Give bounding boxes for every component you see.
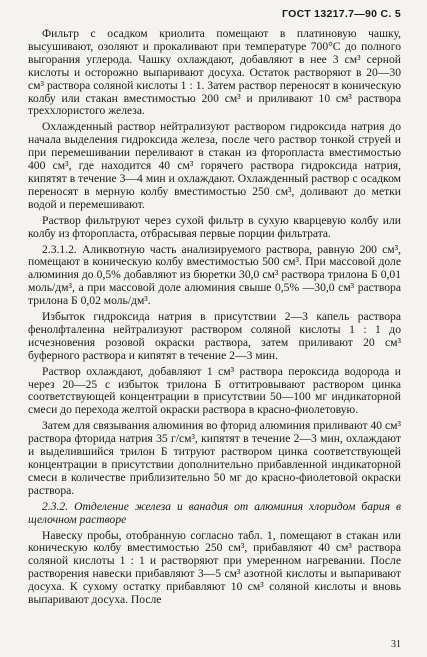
- paragraph-titration-zinc: Раствор охлаждают, добавляют 1 см³ раствора пероксида водорода и через 20—25 с избыток трилона Б оттитровывают раствором цинка соответствующей концентрации в присутствии 50—100 мг индикаторной смеси до перехода желтой окраски раствора в красно-фиолетовую.: [28, 364, 401, 417]
- paragraph-filtration: Раствор фильтруют через сухой фильтр в сухую кварцевую колбу или колбу из фторопласта, отбрасывая первые порции фильтрата.: [28, 213, 401, 240]
- paragraph-neutralization: Охлажденный раствор нейтрализуют раствором гидроксида натрия до начала выделения гидроксида железа, после чего раствор тонкой струей и при перемешивании переливают в стакан из фторопласта вместимостью 400 см³, где находится 40 см³ горячего раствора гидроксида натрия, кипятят в течение 3—4 мин и охлаждают. Охлажденный раствор с осадком переносят в мерную колбу вместимостью 250 см³, доливают до метки водой и перемешивают.: [28, 120, 401, 211]
- paragraph-2-3-1-2-aliquot: 2.3.1.2. Аликвотную часть анализируемого раствора, равную 200 см³, помещают в коническую колбу вместимостью 500 см³. При массовой доле алюминия до 0,5% добавляют из бюретки 30,0 см³ раствора трилона Б 0,01 моль/дм³, а при массовой доле алюминия свыше 0,5% —30,0 см³ раствора трилона Б 0,02 моль/дм³.: [28, 242, 401, 308]
- paragraph-filter-ignition: Фильтр с осадком криолита помещают в платиновую чашку, высушивают, озоляют и прокаливают при температуре 700°С до полного выгорания углерода. Чашку охлаждают, добавляют в нее 3 см³ серной кислоты и осторожно выпаривают досуха. Остаток растворяют в 20—30 см³ раствора соляной кислоты 1 : 1. Затем раствор переносят в коническую колбу или стакан вместимостью 200 см³ и приливают 10 см³ раствора треххлористого железа.: [28, 27, 401, 118]
- page-number: 31: [391, 639, 401, 650]
- section-title-2-3-2: 2.3.2. Отделение железа и ванадия от алюминия хлоридом бария в щелочном растворе: [28, 499, 401, 526]
- page-header: ГОСТ 13217.7—90 С. 5: [282, 8, 401, 20]
- paragraph-excess-hydroxide: Избыток гидроксида натрия в присутствии 2—3 капель раствора фенолфталеина нейтрализуют раствором соляной кислоты 1 : 1 до исчезновения розовой окраски раствора, затем приливают 20 см³ буферного раствора и кипятят в течение 2—3 мин.: [28, 310, 401, 362]
- paragraph-aluminium-fluoride: Затем для связывания алюминия во фторид алюминия приливают 40 см³ раствора фторида натрия 35 г/см³, кипятят в течение 2—3 мин, охлаждают и выделившийся трилон Б титруют раствором цинка соответствующей концентрации в присутствии дополнительно прибавленной индикаторной смеси в количестве приблизительно 50 мг до красно-фиолетовой окраски раствора.: [28, 419, 401, 497]
- paragraph-sample-dissolution: Навеску пробы, отобранную согласно табл. 1, помещают в стакан или коническую колбу вместимостью 250 см³, прибавляют 40 см³ раствора соляной кислоты 1 : 1 и растворяют при умеренном нагревании. После растворения навески прибавляют 3—5 см³ азотной кислоты и выпаривают досуха. К сухому остатку прибавляют 10 см³ соляной кислоты и вновь выпаривают досуха. После: [28, 528, 401, 607]
